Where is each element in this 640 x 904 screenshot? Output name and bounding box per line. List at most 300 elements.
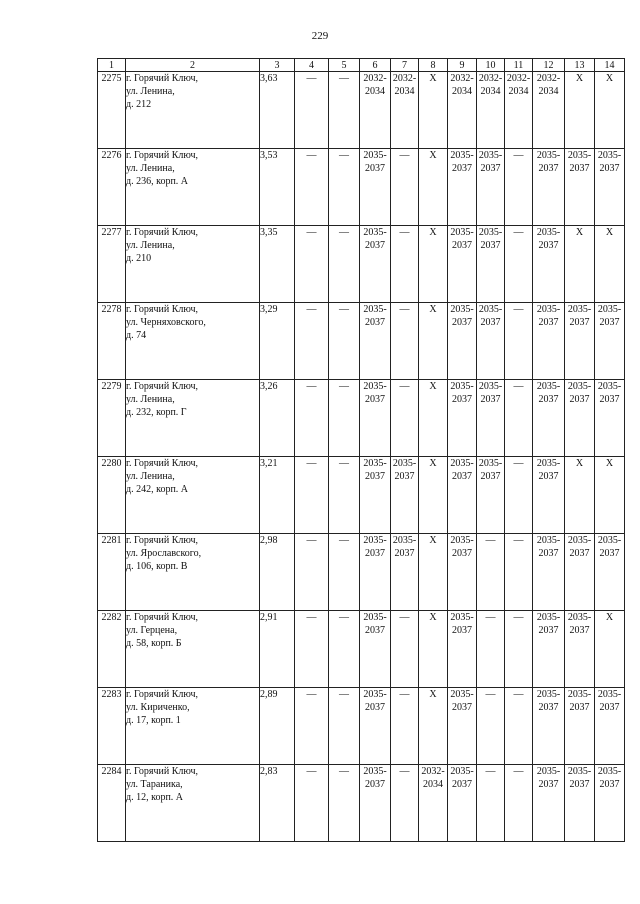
schedule-text: — (306, 535, 317, 546)
schedule-cell (505, 72, 533, 149)
schedule-text: 2035- (478, 458, 503, 469)
column-number: 11 (505, 59, 533, 72)
address-line: ул. Герцена, (126, 625, 178, 636)
schedule-cell (533, 457, 565, 534)
schedule-cell (505, 380, 533, 457)
value-cell: 3,21 (260, 457, 295, 534)
address-cell (126, 72, 260, 149)
schedule-text: 2035- (363, 535, 387, 546)
schedule-text: 2035- (450, 689, 474, 700)
schedule-text: — (306, 381, 317, 392)
schedule-cell (295, 611, 329, 688)
schedule-cell (505, 534, 533, 611)
schedule-cell (595, 72, 625, 149)
schedule-text: 2035- (450, 535, 474, 546)
schedule-cell (477, 688, 505, 765)
value-cell: 3,63 (260, 72, 295, 149)
schedule-cell (419, 303, 448, 380)
schedule-cell (595, 303, 625, 380)
schedule-cell (448, 611, 477, 688)
schedule-cell (360, 688, 391, 765)
address-line: г. Горячий Ключ, (126, 689, 198, 700)
schedule-cell (360, 457, 391, 534)
schedule-cell (329, 149, 360, 226)
schedule-cell (595, 457, 625, 534)
address-line: д. 236, корп. А (126, 176, 189, 187)
address-line: г. Горячий Ключ, (126, 535, 198, 546)
column-number: 8 (419, 59, 448, 72)
schedule-text: — (513, 458, 524, 469)
schedule-cell (329, 534, 360, 611)
row-number: 2280 (98, 457, 126, 534)
schedule-cell (329, 688, 360, 765)
address-cell (126, 765, 260, 842)
schedule-text: X (605, 73, 614, 84)
schedule-text: 2035- (567, 689, 592, 700)
schedule-text: 2037 (365, 471, 385, 482)
address-line: г. Горячий Ключ, (126, 381, 198, 392)
schedule-text: — (339, 227, 349, 238)
schedule-cell (448, 380, 477, 457)
address-line: г. Горячий Ключ, (126, 766, 198, 777)
column-number: 1 (98, 59, 126, 72)
schedule-cell (419, 149, 448, 226)
schedule-text: 2035- (536, 612, 561, 623)
table-row (98, 534, 625, 611)
schedule-text: 2037 (538, 779, 559, 790)
schedule-text: 2035- (536, 458, 561, 469)
schedule-cell (419, 611, 448, 688)
schedule-text: 2037 (365, 317, 385, 328)
schedule-text: 2032- (450, 73, 474, 84)
schedule-text: 2035- (450, 381, 474, 392)
schedule-text: — (399, 227, 410, 238)
schedule-text: 2037 (452, 779, 472, 790)
schedule-text: 2037 (599, 548, 620, 559)
schedule-cell (295, 380, 329, 457)
schedule-text: — (485, 612, 496, 623)
schedule-text: 2037 (452, 240, 472, 251)
schedule-text: — (399, 150, 410, 161)
schedule-cell (477, 149, 505, 226)
schedule-cell (360, 72, 391, 149)
schedule-text: — (339, 381, 349, 392)
schedule-text: — (339, 766, 349, 777)
schedule-cell (565, 149, 595, 226)
schedule-cell (329, 457, 360, 534)
schedule-text: 2035- (597, 766, 622, 777)
schedule-cell (448, 149, 477, 226)
address-line: д. 17, корп. 1 (126, 715, 181, 726)
schedule-text: 2037 (569, 163, 590, 174)
address-cell (126, 303, 260, 380)
schedule-text: 2035- (363, 766, 387, 777)
schedule-text: 2037 (569, 548, 590, 559)
table-row (98, 611, 625, 688)
row-number: 2277 (98, 226, 126, 303)
schedule-cell (533, 688, 565, 765)
schedule-text: 2037 (365, 240, 385, 251)
schedule-cell (565, 380, 595, 457)
schedule-text: — (306, 227, 317, 238)
schedule-cell (595, 534, 625, 611)
address-line: д. 12, корп. А (126, 792, 184, 803)
housing-register-table (97, 58, 625, 842)
schedule-text: X (429, 612, 437, 623)
schedule-cell (565, 688, 595, 765)
schedule-text: 2035- (450, 227, 474, 238)
schedule-cell (595, 380, 625, 457)
schedule-cell (419, 765, 448, 842)
schedule-cell (505, 226, 533, 303)
address-cell (126, 688, 260, 765)
schedule-text: 2037 (365, 625, 385, 636)
schedule-text: — (339, 73, 349, 84)
schedule-cell (565, 611, 595, 688)
schedule-cell (391, 534, 419, 611)
page-number: 229 (311, 30, 329, 42)
schedule-cell (595, 611, 625, 688)
schedule-text: — (306, 73, 317, 84)
schedule-cell (295, 457, 329, 534)
schedule-text: 2035- (392, 458, 417, 469)
schedule-text: — (306, 304, 317, 315)
table-row (98, 380, 625, 457)
schedule-text: 2037 (452, 702, 472, 713)
schedule-cell (391, 149, 419, 226)
schedule-text: 2035- (536, 304, 561, 315)
column-number: 9 (448, 59, 477, 72)
schedule-text: 2037 (480, 163, 501, 174)
schedule-text: X (429, 689, 437, 700)
schedule-text: — (513, 535, 524, 546)
schedule-text: 2035- (392, 535, 417, 546)
column-number: 10 (477, 59, 505, 72)
schedule-text: — (306, 458, 317, 469)
address-cell (126, 149, 260, 226)
address-cell (126, 457, 260, 534)
schedule-text: — (339, 458, 349, 469)
table-row (98, 688, 625, 765)
schedule-text: 2035- (597, 150, 622, 161)
schedule-text: 2035- (363, 227, 387, 238)
schedule-text: 2035- (450, 304, 474, 315)
schedule-text: 2037 (569, 317, 590, 328)
schedule-text: — (306, 150, 317, 161)
column-number: 7 (391, 59, 419, 72)
schedule-text: 2037 (365, 702, 385, 713)
schedule-cell (360, 226, 391, 303)
address-line: ул. Ленина, (126, 86, 175, 97)
schedule-text: — (485, 766, 496, 777)
schedule-cell (533, 765, 565, 842)
schedule-cell (360, 149, 391, 226)
schedule-text: 2037 (480, 394, 501, 405)
schedule-text: — (513, 150, 524, 161)
schedule-text: 2037 (538, 240, 559, 251)
schedule-text: — (485, 689, 496, 700)
schedule-cell (391, 72, 419, 149)
schedule-text: X (575, 73, 584, 84)
schedule-cell (448, 303, 477, 380)
address-line: ул. Ленина, (126, 394, 175, 405)
schedule-text: 2034 (394, 86, 415, 97)
row-number: 2284 (98, 765, 126, 842)
schedule-cell (448, 688, 477, 765)
schedule-cell (419, 226, 448, 303)
schedule-cell (329, 765, 360, 842)
schedule-cell (505, 457, 533, 534)
schedule-text: X (605, 227, 614, 238)
schedule-text: — (513, 304, 524, 315)
schedule-text: 2035- (450, 150, 474, 161)
schedule-cell (595, 688, 625, 765)
schedule-text: 2035- (363, 458, 387, 469)
schedule-cell (477, 303, 505, 380)
schedule-cell (329, 72, 360, 149)
schedule-text: 2037 (452, 317, 472, 328)
schedule-text: — (399, 766, 410, 777)
schedule-text: — (306, 766, 317, 777)
schedule-text: 2035- (363, 304, 387, 315)
schedule-cell (565, 72, 595, 149)
schedule-cell (360, 611, 391, 688)
schedule-text: 2037 (452, 163, 472, 174)
schedule-text: 2035- (597, 689, 622, 700)
schedule-cell (505, 303, 533, 380)
schedule-text: X (429, 458, 437, 469)
schedule-text: 2035- (597, 304, 622, 315)
schedule-text: — (339, 612, 349, 623)
schedule-text: 2034 (423, 779, 443, 790)
schedule-text: X (429, 227, 437, 238)
column-number: 14 (595, 59, 625, 72)
schedule-text: 2035- (450, 766, 474, 777)
schedule-cell (419, 72, 448, 149)
schedule-cell (448, 457, 477, 534)
schedule-text: 2035- (536, 689, 561, 700)
schedule-text: 2032- (421, 766, 445, 777)
schedule-text: 2035- (536, 766, 561, 777)
value-cell: 3,26 (260, 380, 295, 457)
address-line: ул. Ленина, (126, 163, 175, 174)
schedule-text: 2037 (394, 548, 415, 559)
address-cell (126, 380, 260, 457)
schedule-text: 2037 (538, 548, 559, 559)
schedule-text: — (513, 612, 524, 623)
schedule-text: 2035- (363, 689, 387, 700)
schedule-text: 2035- (597, 535, 622, 546)
schedule-cell (477, 611, 505, 688)
address-cell (126, 611, 260, 688)
schedule-text: X (575, 227, 584, 238)
schedule-cell (505, 149, 533, 226)
address-line: д. 106, корп. В (126, 561, 188, 572)
schedule-cell (533, 72, 565, 149)
schedule-cell (477, 457, 505, 534)
schedule-text: — (513, 381, 524, 392)
schedule-text: 2037 (569, 702, 590, 713)
schedule-text: — (399, 381, 410, 392)
schedule-text: 2034 (538, 86, 559, 97)
address-line: д. 232, корп. Г (126, 407, 187, 418)
schedule-cell (360, 303, 391, 380)
schedule-text: X (429, 535, 437, 546)
schedule-cell (295, 765, 329, 842)
schedule-text: 2035- (567, 612, 592, 623)
table-row (98, 765, 625, 842)
schedule-text: 2037 (538, 163, 559, 174)
schedule-cell (565, 765, 595, 842)
schedule-cell (391, 226, 419, 303)
schedule-text: 2037 (365, 394, 385, 405)
schedule-text: 2032- (363, 73, 387, 84)
address-line: д. 210 (126, 253, 152, 264)
schedule-cell (295, 149, 329, 226)
schedule-text: — (306, 689, 317, 700)
schedule-cell (391, 380, 419, 457)
schedule-text: X (429, 73, 437, 84)
schedule-cell (448, 226, 477, 303)
schedule-text: 2032- (506, 73, 531, 84)
column-number: 4 (295, 59, 329, 72)
schedule-text: 2035- (567, 535, 592, 546)
schedule-cell (595, 226, 625, 303)
value-cell: 2,98 (260, 534, 295, 611)
schedule-cell (533, 303, 565, 380)
schedule-text: 2037 (480, 240, 501, 251)
schedule-text: 2035- (450, 458, 474, 469)
schedule-text: 2035- (363, 150, 387, 161)
schedule-text: 2035- (536, 535, 561, 546)
schedule-text: 2037 (365, 163, 385, 174)
schedule-cell (477, 765, 505, 842)
schedule-text: 2035- (536, 150, 561, 161)
address-line: д. 212 (126, 99, 152, 110)
schedule-cell (419, 534, 448, 611)
schedule-text: 2032- (478, 73, 503, 84)
address-line: ул. Ленина, (126, 471, 175, 482)
schedule-text: X (429, 304, 437, 315)
schedule-text: 2037 (480, 317, 501, 328)
address-line: ул. Кириченко, (126, 702, 190, 713)
schedule-cell (477, 72, 505, 149)
schedule-cell (360, 534, 391, 611)
schedule-cell (533, 226, 565, 303)
schedule-cell (329, 380, 360, 457)
column-number-row (98, 59, 625, 72)
schedule-cell (295, 226, 329, 303)
schedule-cell (477, 534, 505, 611)
schedule-cell (295, 534, 329, 611)
row-number: 2283 (98, 688, 126, 765)
schedule-cell (391, 303, 419, 380)
schedule-text: 2037 (599, 163, 620, 174)
address-line: ул. Ленина, (126, 240, 175, 251)
schedule-text: 2035- (567, 304, 592, 315)
schedule-text: 2035- (536, 227, 561, 238)
schedule-text: — (399, 689, 410, 700)
address-line: г. Горячий Ключ, (126, 73, 198, 84)
schedule-text: 2037 (538, 394, 559, 405)
column-number: 12 (533, 59, 565, 72)
schedule-cell (595, 765, 625, 842)
schedule-text: 2037 (569, 394, 590, 405)
schedule-cell (360, 380, 391, 457)
schedule-cell (419, 380, 448, 457)
schedule-cell (419, 688, 448, 765)
schedule-text: — (513, 227, 524, 238)
schedule-cell (419, 457, 448, 534)
schedule-text: 2032- (536, 73, 561, 84)
column-number: 5 (329, 59, 360, 72)
schedule-text: 2035- (363, 612, 387, 623)
address-line: ул. Тараника, (126, 779, 183, 790)
schedule-text: X (575, 458, 584, 469)
address-line: г. Горячий Ключ, (126, 304, 198, 315)
schedule-text: 2035- (478, 381, 503, 392)
schedule-cell (565, 303, 595, 380)
schedule-text: 2037 (452, 548, 472, 559)
schedule-cell (295, 72, 329, 149)
schedule-cell (477, 226, 505, 303)
schedule-text: — (399, 304, 410, 315)
schedule-text: 2037 (599, 394, 620, 405)
schedule-cell (595, 149, 625, 226)
column-number: 6 (360, 59, 391, 72)
value-cell: 3,35 (260, 226, 295, 303)
schedule-text: — (399, 612, 410, 623)
schedule-cell (533, 149, 565, 226)
schedule-text: X (429, 150, 437, 161)
schedule-text: 2037 (452, 471, 472, 482)
table-row (98, 457, 625, 534)
schedule-text: 2035- (597, 381, 622, 392)
schedule-text: 2035- (478, 304, 503, 315)
schedule-text: — (339, 150, 349, 161)
schedule-text: 2037 (538, 317, 559, 328)
value-cell: 2,89 (260, 688, 295, 765)
address-line: д. 74 (126, 330, 147, 341)
schedule-text: 2037 (569, 625, 590, 636)
schedule-cell (329, 303, 360, 380)
table-row (98, 149, 625, 226)
schedule-text: 2035- (478, 227, 503, 238)
schedule-text: — (513, 766, 524, 777)
schedule-text: 2034 (365, 86, 385, 97)
address-cell (126, 226, 260, 303)
schedule-text: — (513, 689, 524, 700)
row-number: 2278 (98, 303, 126, 380)
schedule-text: 2034 (480, 86, 501, 97)
schedule-text: 2037 (538, 702, 559, 713)
schedule-text: — (339, 304, 349, 315)
address-line: г. Горячий Ключ, (126, 227, 198, 238)
schedule-cell (391, 688, 419, 765)
schedule-cell (505, 611, 533, 688)
schedule-text: 2035- (567, 766, 592, 777)
schedule-cell (295, 303, 329, 380)
schedule-text: 2035- (450, 612, 474, 623)
schedule-cell (295, 688, 329, 765)
schedule-text: 2037 (538, 625, 559, 636)
address-line: д. 58, корп. Б (126, 638, 182, 649)
schedule-text: 2037 (599, 779, 620, 790)
schedule-text: 2037 (394, 471, 415, 482)
row-number: 2281 (98, 534, 126, 611)
schedule-text: 2037 (599, 702, 620, 713)
schedule-text: 2037 (599, 317, 620, 328)
